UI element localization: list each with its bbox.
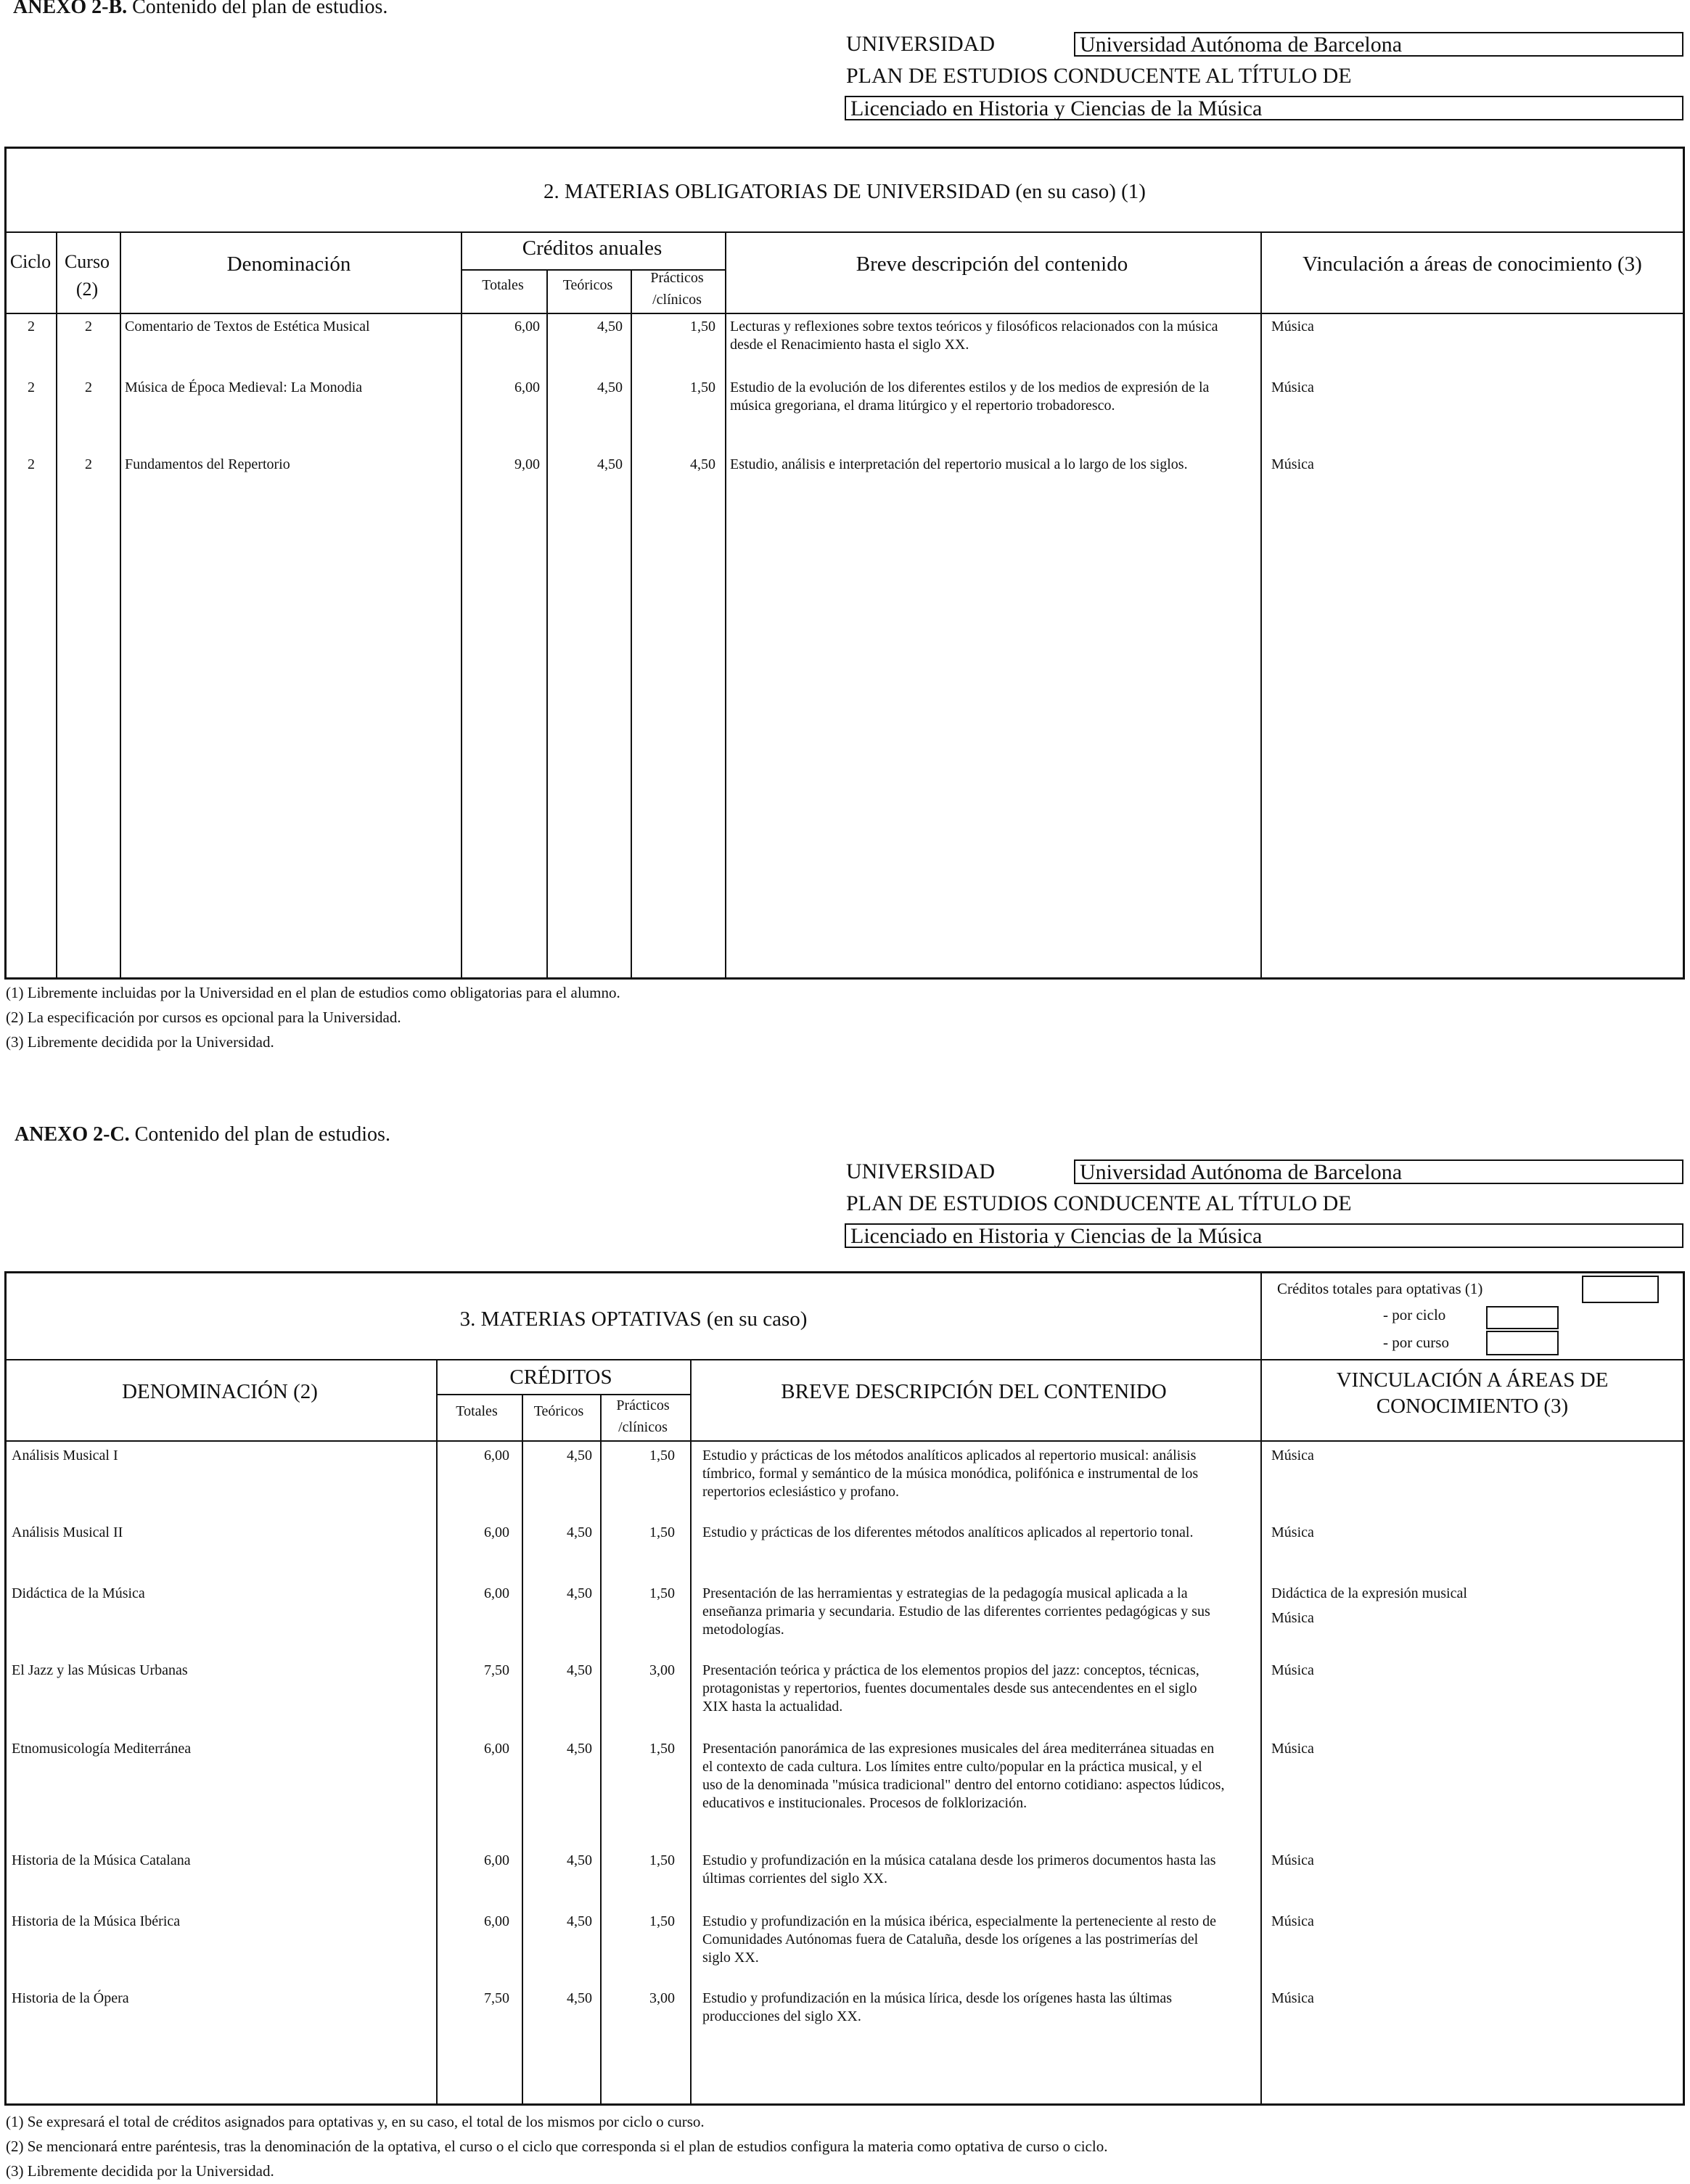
row-descripcion: Estudio y profundización en la música ibérica, especialmente la perteneciente al resto de Comunidades Autónomas fuera de Cataluña, desde los orígenes a las postrimerías del siglo XX.	[702, 1913, 1217, 1966]
optativas-total-label: Créditos totales para optativas (1)	[1277, 1280, 1483, 1297]
header-clinicos: /clínicos	[652, 292, 702, 308]
row-practicos: 1,50	[690, 379, 715, 395]
row-area: Música	[1271, 1741, 1314, 1757]
row-teoricos: 4,50	[567, 1913, 592, 1929]
row-descripcion: Presentación panorámica de las expresiones musicales del área mediterránea situadas en el contexto de cada cultura. Los límites entre culto/popular en la práctica musical, y el uso de la denominada "música tradicional" dentro del entorno cotidiano: aspectos lúdicos, educativos e institucionales. Procesos de folklorización.	[702, 1741, 1225, 1811]
header-vinculacion-c-2: CONOCIMIENTO (3)	[1376, 1395, 1569, 1418]
por-curso-label: - por curso	[1383, 1334, 1449, 1351]
section-title-2c: 3. MATERIAS OPTATIVAS (en su caso)	[459, 1307, 808, 1331]
por-curso-box[interactable]	[1486, 1331, 1559, 1355]
plan-label-c: PLAN DE ESTUDIOS CONDUCENTE AL TÍTULO DE	[846, 1191, 1352, 1215]
row-totales: 6,00	[514, 379, 540, 395]
row-area: Música	[1271, 319, 1314, 334]
row-practicos: 1,50	[649, 1852, 675, 1868]
row-area: Música	[1271, 456, 1314, 472]
plan-label: PLAN DE ESTUDIOS CONDUCENTE AL TÍTULO DE	[846, 64, 1352, 88]
row-practicos: 3,00	[649, 1990, 675, 2006]
row-totales: 6,00	[484, 1585, 509, 1601]
row-area-secondary: Música	[1271, 1610, 1314, 1626]
row-teoricos: 4,50	[597, 456, 623, 472]
row-descripcion: Estudio de la evolución de los diferentes estilos y de los medios de expresión de la música gregoriana, el drama litúrgico y el repertorio trobadoresco.	[730, 379, 1210, 414]
row-totales: 6,00	[514, 319, 540, 334]
row-teoricos: 4,50	[567, 1585, 592, 1601]
row-practicos: 1,50	[690, 319, 715, 334]
row-denominacion: El Jazz y las Músicas Urbanas	[12, 1662, 188, 1678]
row-denominacion: Historia de la Música Ibérica	[12, 1913, 181, 1929]
optativas-total-box[interactable]	[1582, 1276, 1659, 1303]
row-area: Música	[1271, 1990, 1314, 2006]
row-teoricos: 4,50	[567, 1448, 592, 1463]
row-area: Música	[1271, 1662, 1314, 1678]
row-area: Música	[1271, 1852, 1314, 1868]
row-teoricos: 4,50	[567, 1741, 592, 1757]
row-teoricos: 4,50	[567, 1852, 592, 1868]
footnote-2b-1: (1) Libremente incluidas por la Universidad en el plan de estudios como obligatorias para el alumno.	[6, 984, 620, 1001]
row-denominacion: Análisis Musical I	[12, 1448, 118, 1463]
titulo-value-box-c: Licenciado en Historia y Ciencias de la Música	[845, 1223, 1683, 1248]
row-descripcion: Presentación de las herramientas y estrategias de la pedagogía musical aplicada a la enseñanza primaria y secundaria. Estudio de las diferentes corrientes pedagógicas y sus metodologías.	[702, 1585, 1210, 1638]
header-clinicos-c: /clínicos	[618, 1419, 668, 1435]
row-descripcion: Estudio y prácticas de los métodos analíticos aplicados al repertorio musical: análisis tímbrico, formal y semántico de la música monódica, polifónica e instrumental de los repertorios eclesiástico y profano.	[702, 1448, 1199, 1500]
anexo-2c-heading	[15, 1123, 390, 1146]
row-practicos: 1,50	[649, 1913, 675, 1929]
row-practicos: 4,50	[690, 456, 715, 472]
header-descripcion-c: BREVE DESCRIPCIÓN DEL CONTENIDO	[781, 1380, 1167, 1403]
header-teoricos: Teóricos	[562, 277, 613, 293]
row-teoricos: 4,50	[597, 319, 623, 334]
row-area: Música	[1271, 1913, 1314, 1929]
footnote-2b-2: (2) La especificación por cursos es opcional para la Universidad.	[6, 1009, 401, 1026]
row-denominacion: Didáctica de la Música	[12, 1585, 145, 1601]
row-teoricos: 4,50	[567, 1662, 592, 1678]
row-ciclo: 2	[28, 456, 35, 472]
row-denominacion: Análisis Musical II	[12, 1524, 123, 1540]
header-teoricos-c: Teóricos	[533, 1403, 584, 1419]
row-descripcion: Presentación teórica y práctica de los elementos propios del jazz: conceptos, técnicas, protagonistas y repertorios, fuentes documentales desde sus antecendentes en el siglo XIX hasta la actualidad.	[702, 1662, 1199, 1715]
footnote-2c-3: (3) Libremente decidida por la Universidad.	[6, 2162, 274, 2180]
row-denominacion: Fundamentos del Repertorio	[125, 456, 290, 472]
row-area: Didáctica de la expresión musical	[1271, 1585, 1467, 1601]
header-creditos-c: CRÉDITOS	[509, 1366, 612, 1389]
header-descripcion: Breve descripción del contenido	[856, 253, 1128, 276]
row-teoricos: 4,50	[567, 1524, 592, 1540]
row-totales: 6,00	[484, 1913, 509, 1929]
row-teoricos: 4,50	[597, 379, 623, 395]
row-denominacion: Etnomusicología Mediterránea	[12, 1741, 192, 1757]
header-totales: Totales	[482, 277, 524, 293]
row-area: Música	[1271, 379, 1314, 395]
por-ciclo-label: - por ciclo	[1383, 1306, 1446, 1323]
header-practicos-c: Prácticos	[616, 1397, 670, 1413]
row-practicos: 1,50	[649, 1585, 675, 1601]
row-practicos: 1,50	[649, 1448, 675, 1463]
section-title-2b: 2. MATERIAS OBLIGATORIAS DE UNIVERSIDAD (en su caso) (1)	[543, 180, 1146, 203]
row-descripcion: Estudio y profundización en la música lírica, desde los orígenes hasta las últimas producciones del siglo XX.	[702, 1990, 1173, 2024]
header-vinculacion-c-1: VINCULACIÓN A ÁREAS DE	[1336, 1368, 1609, 1392]
header-ciclo: Ciclo	[9, 251, 52, 272]
anexo-2b-subtitle: Contenido del plan de estudios.	[132, 0, 388, 18]
row-totales: 9,00	[514, 456, 540, 472]
row-totales: 6,00	[484, 1852, 509, 1868]
header-denominacion-c: DENOMINACIÓN (2)	[122, 1380, 318, 1403]
titulo-value-box: Licenciado en Historia y Ciencias de la Música	[845, 96, 1683, 120]
row-totales: 6,00	[484, 1448, 509, 1463]
row-curso: 2	[85, 456, 92, 472]
universidad-value-box-c: Universidad Autónoma de Barcelona	[1074, 1159, 1683, 1184]
row-descripcion: Estudio y profundización en la música catalana desde los primeros documentos hasta las últimas corrientes del siglo XX.	[702, 1852, 1216, 1887]
row-practicos: 1,50	[649, 1524, 675, 1540]
row-ciclo: 2	[28, 379, 35, 395]
row-denominacion: Música de Época Medieval: La Monodia	[125, 379, 363, 395]
header-totales-c: Totales	[456, 1403, 498, 1419]
footnote-2c-1: (1) Se expresará el total de créditos asignados para optativas y, en su caso, el total de los mismos por ciclo o curso.	[6, 2113, 705, 2130]
row-curso: 2	[85, 379, 92, 395]
anexo-2b-label: ANEXO 2-B.	[13, 0, 128, 18]
footnote-2c-2: (2) Se mencionará entre paréntesis, tras la denominación de la optativa, el curso o el ciclo que corresponda si el plan de estudios configura la materia como optativa de curso o ciclo.	[6, 2138, 1108, 2155]
row-denominacion: Historia de la Música Catalana	[12, 1852, 191, 1868]
row-practicos: 1,50	[649, 1741, 675, 1757]
por-ciclo-box[interactable]	[1486, 1306, 1559, 1329]
row-teoricos: 4,50	[567, 1990, 592, 2006]
row-area: Música	[1271, 1448, 1314, 1463]
header-creditos-anuales: Créditos anuales	[522, 237, 663, 260]
row-totales: 6,00	[484, 1741, 509, 1757]
row-totales: 7,50	[484, 1662, 509, 1678]
row-denominacion: Comentario de Textos de Estética Musical	[125, 319, 370, 334]
universidad-label-c: UNIVERSIDAD	[846, 1159, 995, 1183]
row-practicos: 3,00	[649, 1662, 675, 1678]
row-denominacion: Historia de la Ópera	[12, 1990, 129, 2006]
row-totales: 7,50	[484, 1990, 509, 2006]
anexo-2c-subtitle: Contenido del plan de estudios.	[134, 1123, 390, 1146]
row-ciclo: 2	[28, 319, 35, 334]
row-area: Música	[1271, 1524, 1314, 1540]
row-descripcion: Estudio y prácticas de los diferentes métodos analíticos aplicados al repertorio tonal.	[702, 1524, 1194, 1540]
universidad-label: UNIVERSIDAD	[846, 32, 995, 56]
header-curso-note: (2)	[75, 279, 99, 300]
anexo-2c-label: ANEXO 2-C.	[15, 1123, 130, 1146]
row-curso: 2	[85, 319, 92, 334]
header-curso: Curso	[64, 251, 110, 272]
header-vinculacion: Vinculación a áreas de conocimiento (3)	[1303, 253, 1642, 276]
header-denominacion: Denominación	[226, 253, 351, 276]
header-practicos: Prácticos	[650, 270, 704, 286]
row-totales: 6,00	[484, 1524, 509, 1540]
row-descripcion: Lecturas y reflexiones sobre textos teóricos y filosóficos relacionados con la música desde el Renacimiento hasta el siglo XX.	[730, 319, 1218, 353]
footnote-2b-3: (3) Libremente decidida por la Universidad.	[6, 1033, 274, 1051]
anexo-2b-heading	[13, 0, 387, 19]
universidad-value-box: Universidad Autónoma de Barcelona	[1074, 32, 1683, 57]
row-descripcion: Estudio, análisis e interpretación del repertorio musical a lo largo de los siglos.	[730, 456, 1188, 472]
